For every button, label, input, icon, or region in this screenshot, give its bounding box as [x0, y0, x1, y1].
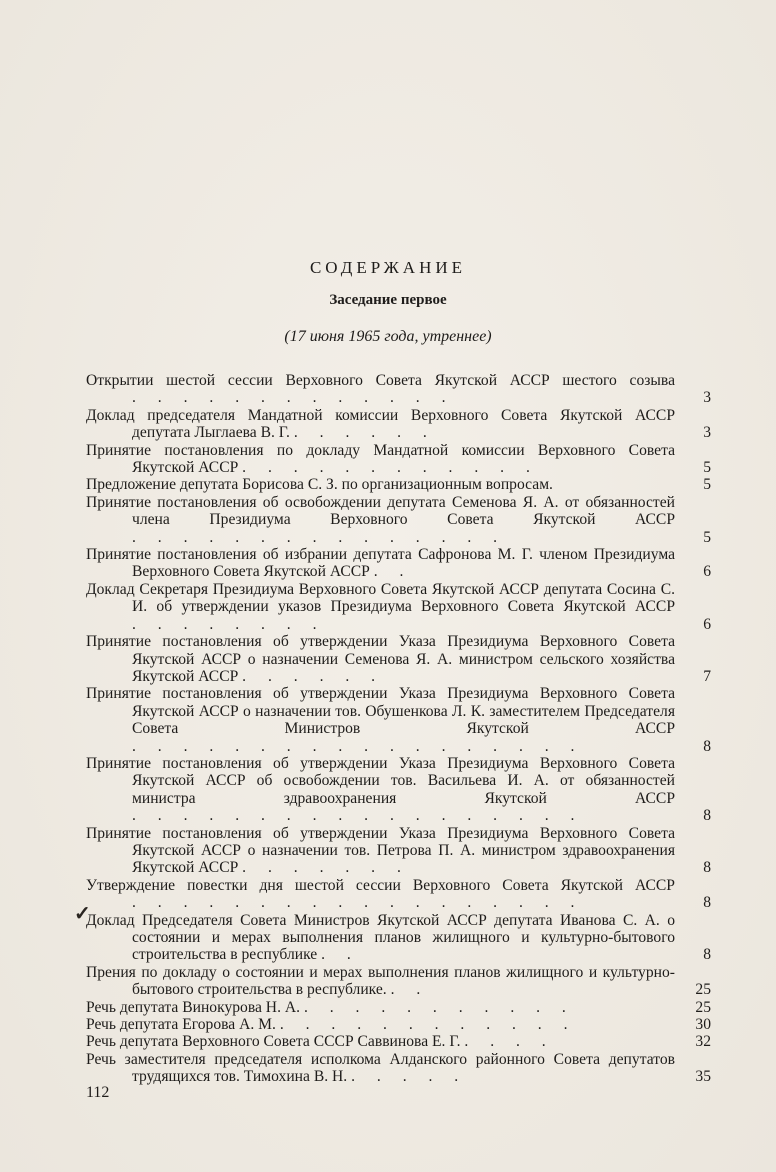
toc-entry-text: Принятие постановления об утверждении Указа Президиума Верховного Совета Якутской АССР о назначении Семенова Я. А. министром сельского хозяйства Якутской АССР . . . . . . [86, 633, 675, 685]
toc-entry [86, 1033, 711, 1050]
toc-page-number: 6 [703, 615, 711, 633]
toc-entry-text: Речь депутата Егорова А. М. . . . . . . . . . . . . [86, 1016, 577, 1034]
toc-entry [86, 1051, 711, 1086]
toc-entry-text: Принятие постановления об утверждении Указа Президиума Верховного Совета Якутской АССР о назначении тов. Обушенкова Л. К. заместителем Председателя Совета Министров Якутской АССР . . . . . . . . . . . . . . . . . . [86, 685, 675, 755]
toc-entry-text: Принятие постановления об избрании депутата Сафронова М. Г. членом Президиума Верховного Совета Якутской АССР . . [86, 546, 675, 581]
toc-page-number: 8 [703, 807, 711, 825]
toc-page-number: 8 [703, 894, 711, 912]
toc-entry [86, 912, 711, 964]
toc-entry-text: Речь заместителя председателя исполкома Алданского районного Совета депутатов трудящихся тов. Тимохина В. Н. . . . . . [86, 1050, 675, 1086]
toc-entry-text: Предложение депутата Борисова С. З. по организационным вопросам. [86, 476, 553, 494]
session-date: (17 июня 1965 года, утреннее) [284, 328, 492, 345]
toc-page-number: 3 [703, 389, 711, 407]
toc-entry [86, 825, 711, 877]
toc-page-number: 8 [703, 946, 711, 964]
toc-page-number: 25 [695, 998, 711, 1016]
toc-entry [86, 407, 711, 442]
page-number: 112 [86, 1084, 110, 1101]
toc-page-number: 3 [703, 424, 711, 442]
toc-entry-text: Принятие постановления об утверждении Указа Президиума Верховного Совета Якутской АССР о назначении тов. Петрова П. А. министром здравоохранения Якутской АССР . . . . . . . [86, 824, 675, 877]
toc-entry [86, 476, 711, 493]
toc-entry [86, 755, 711, 825]
toc-entry [86, 685, 711, 755]
toc-page-number: 30 [695, 1016, 711, 1034]
toc-entry-text: Прения по докладу о состоянии и мерах выполнения планов жилищного и культурно-бытового строительства в республике. . . [86, 963, 675, 999]
toc-entry [86, 633, 711, 685]
toc-page-number: 5 [703, 528, 711, 546]
toc-entry [86, 999, 711, 1016]
toc-page-number: 32 [695, 1033, 711, 1051]
toc-entry-text: Принятие постановления об утверждении Указа Президиума Верховного Совета Якутской АССР об освобождении тов. Васильева И. А. от обязанностей министра здравоохранения Якутской АССР . . . . . . . . . . . . . . . . . . [86, 754, 675, 825]
toc-entry [86, 964, 711, 999]
toc-entry-text: Утверждение повестки дня шестой сессии Верховного Совета Якутской АССР . . . . . . . . . . . . . . . . . . [86, 876, 675, 912]
table-of-contents [86, 372, 711, 1086]
contents-heading: СОДЕРЖАНИЕ [309, 258, 467, 277]
toc-entry-text: Доклад председателя Мандатной комиссии Верховного Совета Якутской АССР депутата Лыглаева В. Г. . . . . . . [86, 406, 675, 442]
toc-entry [86, 442, 711, 477]
toc-entry-text: Речь депутата Верховного Совета СССР Саввинова Е. Г. . . . . [86, 1033, 555, 1051]
toc-page-number: 5 [703, 459, 711, 477]
toc-entry-text: Речь депутата Винокурова Н. А. . . . . . . . . . . . [86, 998, 575, 1016]
toc-page-number: 8 [703, 737, 711, 755]
check-mark-icon: ✓ [74, 903, 91, 925]
toc-entry [86, 546, 711, 581]
toc-page-number: 6 [703, 563, 711, 581]
toc-entry [86, 581, 711, 633]
toc-entry [86, 494, 711, 546]
toc-page-number: 7 [703, 667, 711, 685]
toc-page-number: 8 [703, 859, 711, 877]
toc-entry [86, 877, 711, 912]
toc-entry [86, 372, 711, 407]
toc-page-number: 35 [695, 1068, 711, 1086]
toc-page-number: 25 [695, 981, 711, 999]
toc-entry-text: Открытии шестой сессии Верховного Совета Якутской АССР шестого созыва . . . . . . . . . . . . . [86, 372, 675, 407]
toc-page-number: 5 [703, 476, 711, 494]
toc-entry-text: Доклад Секретаря Президиума Верховного Совета Якутской АССР депутата Сосина С. И. об утверждении указов Президиума Верховного Совета Якутской АССР . . . . . . . . [86, 580, 675, 633]
toc-entry-text: Принятие постановления об освобождении депутата Семенова Я. А. от обязанностей члена Президиума Верховного Совета Якутской АССР . . . . . . . . . . . . . . . [86, 493, 675, 546]
toc-entry-text: Принятие постановления по докладу Мандатной комиссии Верховного Совета Якутской АССР . . . . . . . . . . . . [86, 441, 675, 477]
toc-entry-text: Доклад Председателя Совета Министров Якутской АССР депутата Иванова С. А. о состоянии и мерах выполнения планов жилищного и культурно-бытового строительства в республике . . [86, 911, 675, 964]
toc-entry [86, 1016, 711, 1033]
session-title: Заседание первое [329, 292, 447, 308]
